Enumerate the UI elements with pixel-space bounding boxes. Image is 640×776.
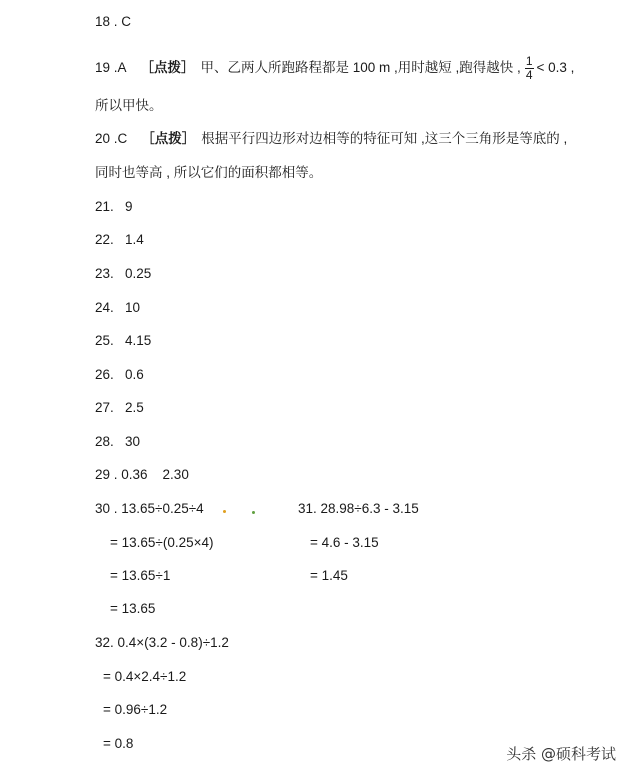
fraction-one-quarter: [525, 55, 534, 82]
answer-25: 25. 4.15: [95, 333, 152, 348]
fraction-denominator: 4: [525, 68, 533, 82]
answer-32-line4: = 0.8: [103, 736, 134, 751]
answer-24: 24. 10: [95, 300, 141, 315]
watermark: 头杀 @硕科考试: [506, 745, 616, 763]
answer-21: 21. 9: [95, 199, 133, 214]
answer-27: 27. 2.5: [95, 400, 144, 415]
answer-30-line3: = 13.65÷1: [110, 568, 171, 583]
fraction-numerator: 1: [525, 54, 533, 68]
answer-28: 28. 30: [95, 434, 141, 449]
answer-30-line1: 30 . 13.65÷0.25÷4: [95, 501, 204, 516]
answer-32-line1: 32. 0.4×(3.2 - 0.8)÷1.2: [95, 635, 229, 650]
answer-31-line2: = 4.6 - 3.15: [310, 535, 379, 550]
answer-20-label: 20 .C: [95, 131, 128, 146]
answer-20-tag: ［点拨］: [141, 131, 196, 146]
answer-19-tag: ［点拨］: [140, 60, 195, 76]
answer-31-line1: 31. 28.98÷6.3 - 3.15: [298, 501, 419, 516]
answer-31-line3: = 1.45: [310, 568, 348, 583]
answer-30-line2: = 13.65÷(0.25×4): [110, 535, 214, 550]
answer-32-line3: = 0.96÷1.2: [103, 702, 168, 717]
answer-20-line2: 同时也等高 , 所以它们的面积都相等。: [95, 165, 323, 180]
answer-32-line2: = 0.4×2.4÷1.2: [103, 669, 187, 684]
answer-20-text: 根据平行四边形对边相等的特征可知 ,这三个三角形是等底的 ,: [201, 131, 568, 146]
answer-20: [95, 130, 567, 148]
answer-29: 29 . 0.36 2.30: [95, 467, 189, 482]
answer-30-line4: = 13.65: [110, 601, 156, 616]
answer-18: 18 . C: [95, 14, 132, 29]
answer-19-text: 甲、乙两人所跑路程都是 100 m ,用时越短 ,跑得越快 ,: [200, 60, 521, 76]
answer-19-line2: 所以甲快。: [95, 98, 163, 113]
stray-dot: [252, 511, 255, 514]
answer-19: [95, 55, 574, 82]
answer-26: 26. 0.6: [95, 367, 144, 382]
answer-19-after: < 0.3 ,: [536, 60, 575, 76]
answer-23: 23. 0.25: [95, 266, 152, 281]
answer-19-label: 19 .A: [95, 60, 127, 76]
answer-22: 22. 1.4: [95, 232, 144, 247]
stray-dot: [223, 510, 226, 513]
